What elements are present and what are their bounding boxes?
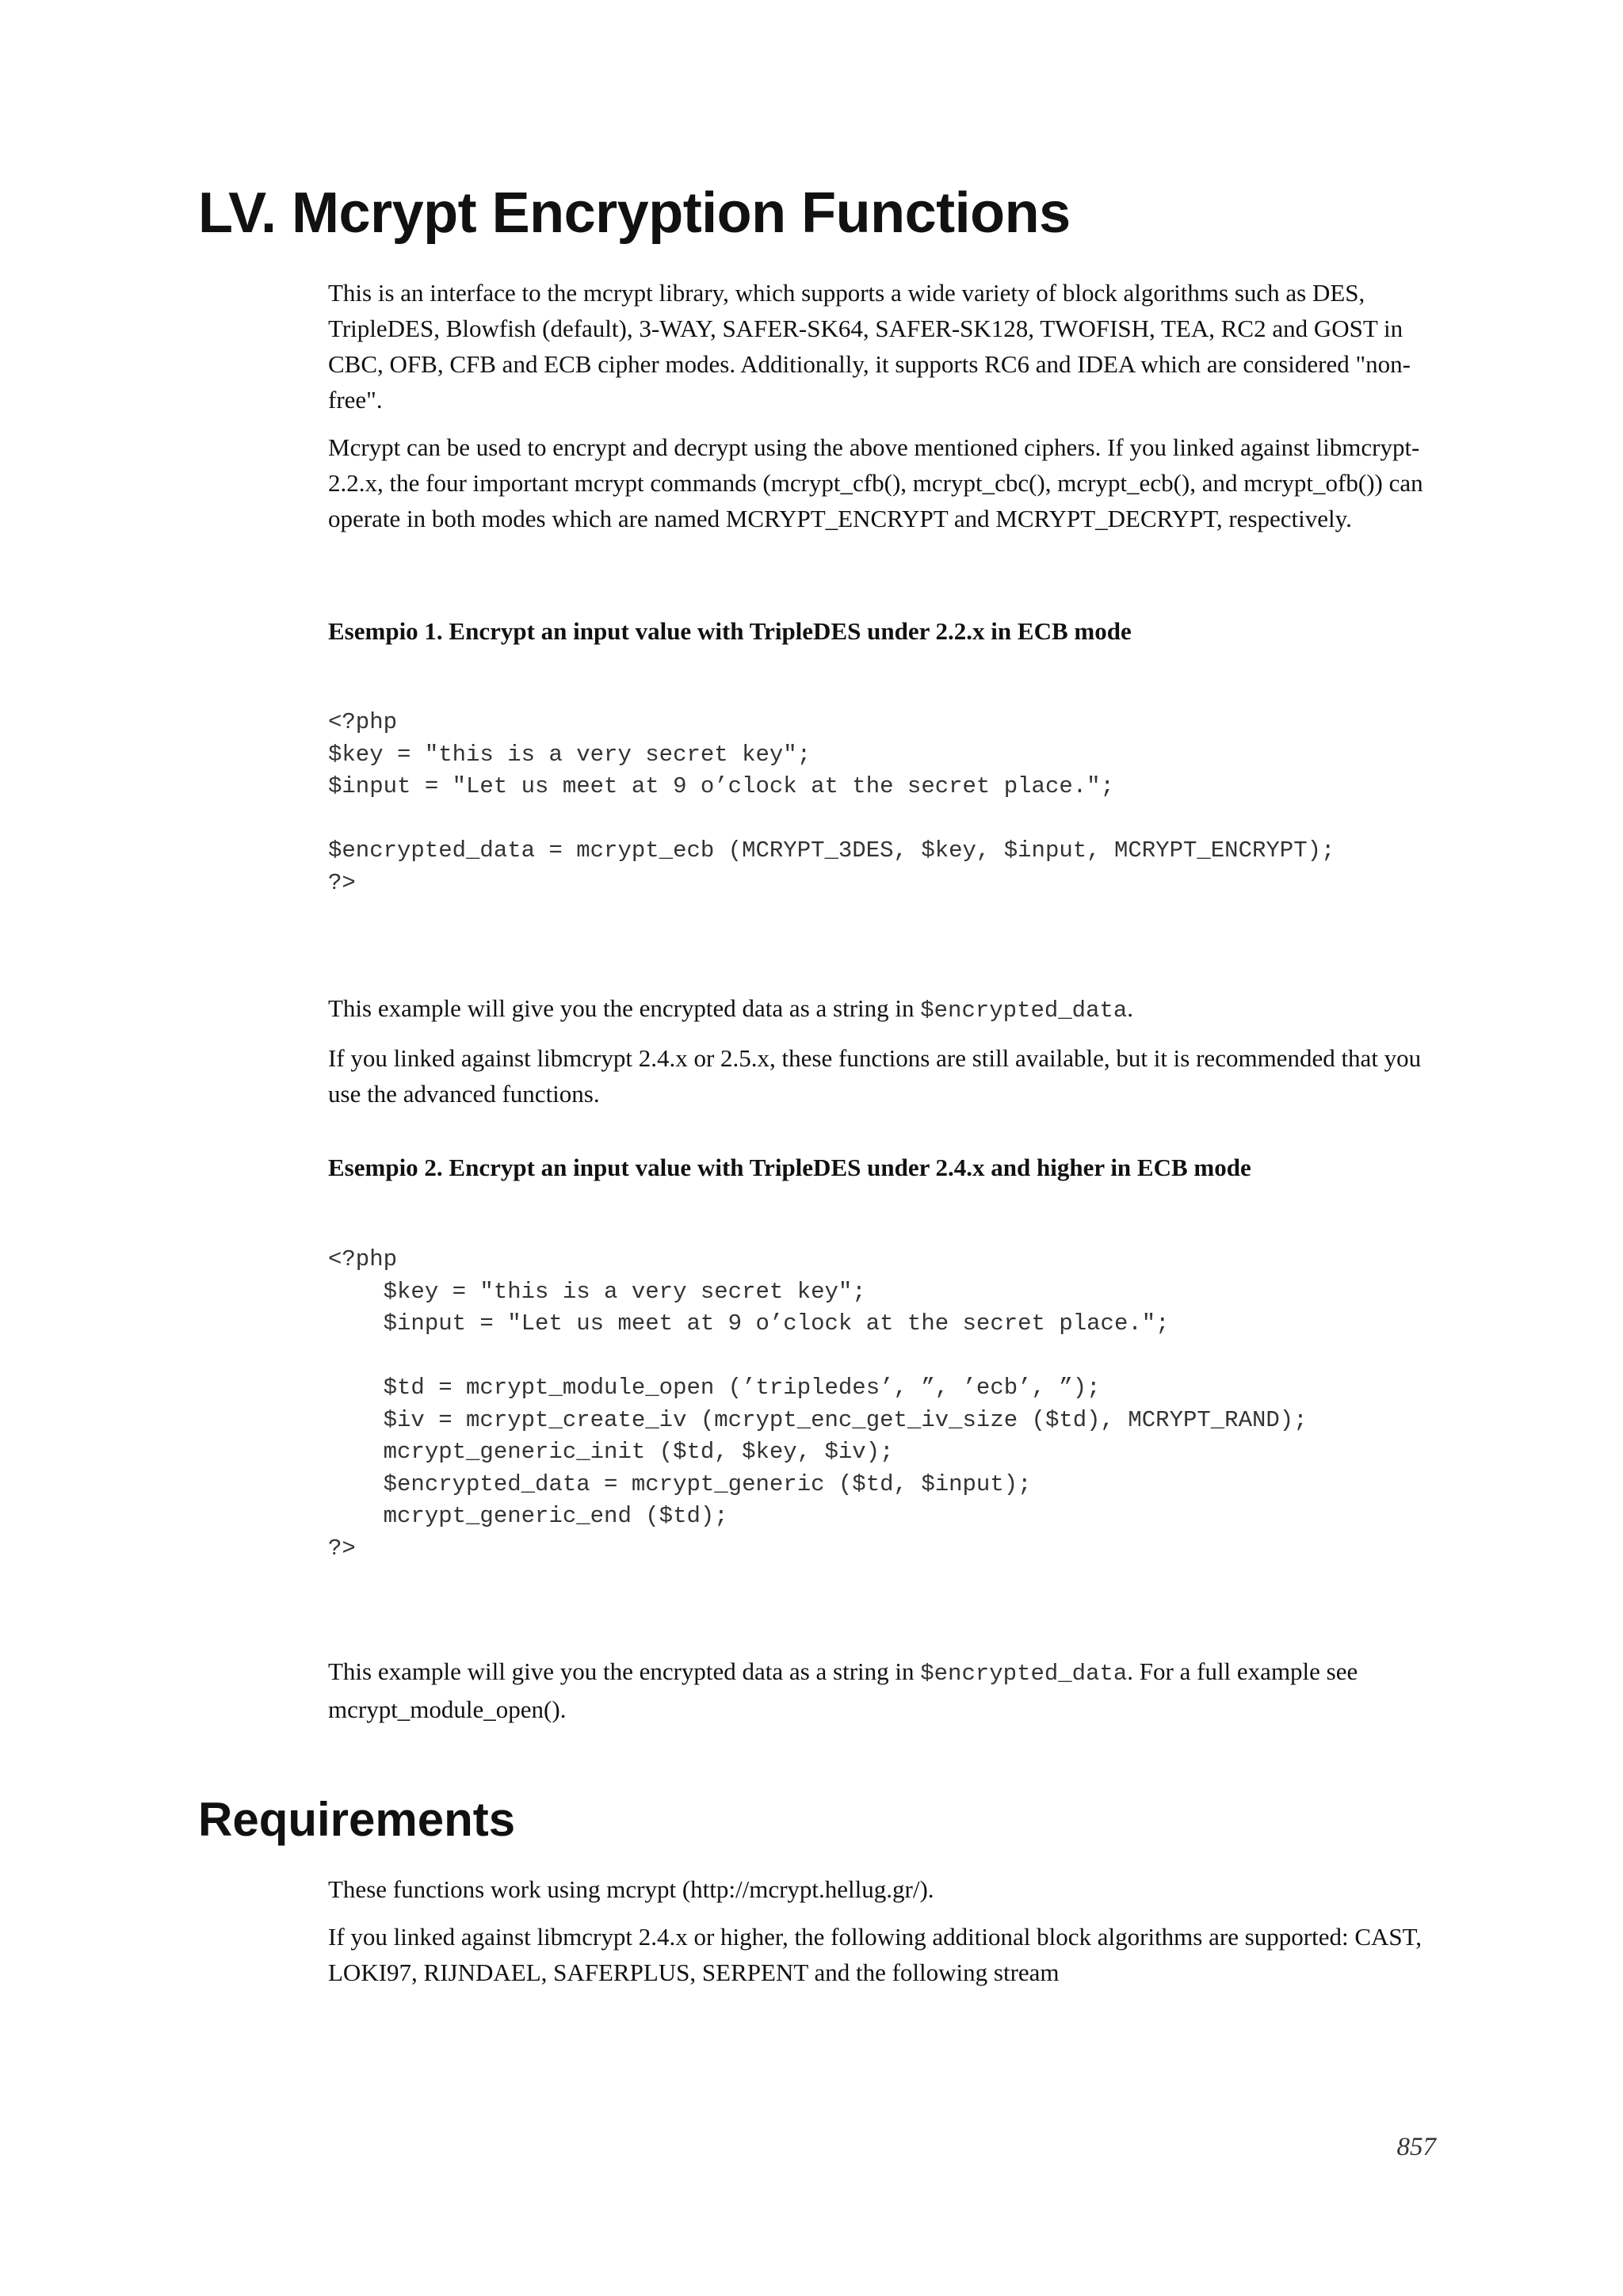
example-1-code-block [328,707,1438,899]
result-text-suffix: . For a full example see mcrypt_module_open(). [328,1657,1358,1723]
inline-code-variable: $encrypted_data [920,997,1128,1024]
requirements-paragraph: If you linked against libmcrypt 2.4.x or higher, the following additional block algorithms are supported: CAST, LOKI97, RIJNDAEL, SAFERPLUS, SERPENT and the following stream [328,1923,1423,1986]
intro-paragraph: Mcrypt can be used to encrypt and decrypt using the above mentioned ciphers. If you linked against libmcrypt-2.2.x, the four important mcrypt commands (mcrypt_cfb(), mcrypt_cbc(), mcrypt_ecb(), and mcrypt_ofb()) can operate in both modes which are named MCRYPT_ENCRYPT and MCRYPT_DECRYPT, respectively. [328,433,1423,532]
example-1-title: Esempio 1. Encrypt an input value with TripleDES under 2.2.x in ECB mode [328,617,1132,645]
result-text-suffix: . [1127,994,1134,1022]
requirements-heading: Requirements [198,1793,516,1846]
example-2-explanation [328,1653,1438,1739]
example-2-code: <?php $key = "this is a very secret key"; $input = "Let us meet at 9 o’clock at the secret place."; $td = mcrypt_module_open (’tripledes’, ”, ’ecb’, ”); $iv = mcrypt_create_iv (mcrypt_enc_get_iv_size ($td), MCRYPT_RAND); mcrypt_generic_init ($td, $key, $iv); $encrypted_data = mcrypt_generic ($td, $input); mcrypt_generic_end ($td); ?> [328,1246,1308,1562]
advanced-functions-note: If you linked against libmcrypt 2.4.x or 2.5.x, these functions are still available, but it is recommended that you use the advanced functions. [328,1044,1422,1108]
intro-section [328,275,1438,548]
requirements-section [328,1871,1438,2002]
result-text-prefix: This example will give you the encrypted data as a string in [328,994,921,1022]
example-1-explanation [328,990,1438,1123]
example-1-code: <?php $key = "this is a very secret key"; $input = "Let us meet at 9 o’clock at the secret place."; $encrypted_data = mcrypt_ecb (MCRYPT_3DES, $key, $input, MCRYPT_ENCRYPT); ?> [328,709,1335,896]
example-2 [328,1150,1438,1185]
example-2-title: Esempio 2. Encrypt an input value with TripleDES under 2.4.x and higher in ECB mode [328,1154,1251,1181]
requirements-paragraph: These functions work using mcrypt (http://mcrypt.hellug.gr/). [328,1875,934,1903]
example-1 [328,613,1438,649]
example-2-result-text [328,1653,1438,1727]
example-1-result-text [328,990,1438,1028]
result-text-prefix: This example will give you the encrypted data as a string in [328,1657,921,1685]
example-2-code-block [328,1244,1438,1565]
intro-paragraph: This is an interface to the mcrypt library, which supports a wide variety of block algorithms such as DES, TripleDES, Blowfish (default), 3-WAY, SAFER-SK64, SAFER-SK128, TWOFISH, TEA, RC2 and GOST in CBC, OFB, CFB and ECB cipher modes. Additionally, it supports RC6 and IDEA which are considered "non-free". [328,279,1411,414]
chapter-title: LV. Mcrypt Encryption Functions [198,181,1071,245]
page-number: 857 [1396,2133,1436,2161]
inline-code-variable: $encrypted_data [920,1661,1128,1687]
